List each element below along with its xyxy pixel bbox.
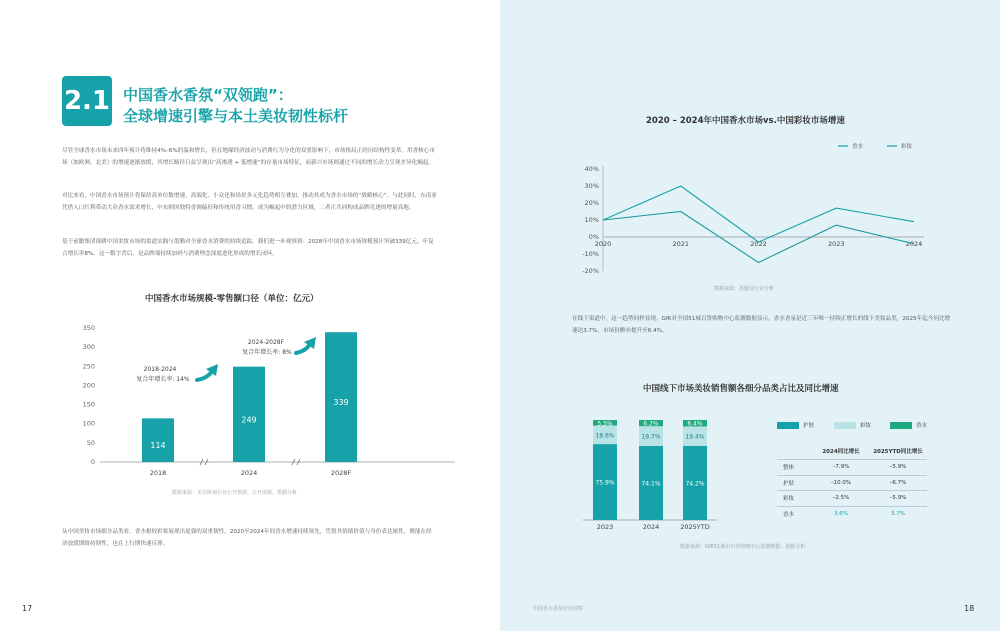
page-number-left: 17 [22, 604, 33, 613]
y-tick-label: 10% [584, 216, 599, 224]
bar-value-label: 249 [241, 415, 257, 425]
y-tick-label: 0 [90, 458, 95, 466]
legend-label-makeup: 彩妆 [901, 144, 913, 150]
table-header-cell: 2025YTD同比增长 [873, 449, 923, 455]
table-cell: 护肤 [783, 480, 795, 487]
table-cell: –10.0% [830, 479, 852, 486]
x-tick-label: 2021 [672, 240, 690, 248]
x-tick-label: 2028F [330, 469, 352, 477]
right-paragraph: 在线下渠道中，这一趋势同样显现。GfK对全国51城百货购物中心监测数据显示，香水香氛是近三年唯一持续正增长的线下美妆品类，2025年迄今同比增速达3.7%，市场份额亦提升至6.4%。 [572, 316, 951, 334]
cagr-annotation-1-rate: 复合年增长率: 14% [136, 376, 190, 383]
y-tick-label: 100 [82, 419, 95, 428]
bar [142, 418, 174, 462]
section-title-line1: 中国香水香氛“双领跑”： [123, 86, 293, 104]
table-row [777, 490, 927, 506]
section-title-line2: 全球增速引擎与本土美妆韧性标杆 [123, 107, 349, 125]
table-cell: 香水 [783, 511, 795, 518]
paragraph-1: 尽管全球香水市场未来四年预计将维持4%–6%的温和增长，但在地缘经济波动与消费行为分化的双重影响下，市场格局正经历结构性变革。用香核心市场（如欧洲、北美）的增速逐渐放缓，其增长路径日益呈现出“高渗透 + 低增速”的存量市场特征，而新兴市场则通过不同的增长动力呈现差异化崛起。 [62, 148, 435, 166]
segment-label: 19.4% [685, 433, 705, 441]
bar [325, 332, 357, 462]
y-tick-label: 200 [82, 381, 95, 390]
x-tick-label: 2022 [750, 240, 767, 248]
paragraph-3: 基于前瞻集团深耕中国美妆市场的渠道实践与墨勤对全球香水消费的持续追踪，我们进一步观察到：2028年中国香水市场规模预计突破339亿元，年复合增长率8%。这一数字背后，是品牌端持续加码与消费理念深度进化形成的增长闭环。 [62, 239, 434, 257]
legend-swatch-fragrance [890, 422, 912, 429]
y-tick-label: -10% [582, 250, 599, 258]
table-cell: –5.9% [889, 464, 907, 471]
bar-chart-source: 数据来源：美尔斯询行业公开数据、公开资源、墨勤分析 [172, 490, 298, 496]
x-tick-label: 2023 [827, 240, 845, 248]
segment-label: 75.9% [595, 479, 615, 487]
category-share-stacked-chart [575, 410, 735, 535]
line-chart-source: 数据来源：墨勤及行业分析 [714, 286, 775, 292]
growth-line-chart [560, 138, 960, 283]
paragraph-4: 从中国美妆市场细分品类看，香水相较彩妆展现出更强的双重韧性。2020至2024年间香水增速持续领先，凭借其情绪价值与身份表达属性，既能在经济放缓期维持韧性，也在上行期快速反弹。 [62, 529, 432, 547]
y-tick-label: 250 [82, 362, 95, 371]
legend-makeup [834, 421, 871, 429]
legend-skincare [777, 421, 814, 429]
stack-chart-source: 数据来源：GfK51城市百货购物中心监测数据；墨勤分析 [680, 544, 806, 550]
x-tick-label: 2020 [594, 240, 612, 248]
table-cell: –7.9% [832, 464, 850, 471]
cagr-annotation-2: 2024-2028F [247, 339, 285, 346]
growth-table [777, 443, 927, 521]
table-row [777, 506, 927, 522]
line-chart-title: 2020 – 2024年中国香水市场vs.中国彩妆市场增速 [646, 116, 845, 126]
table-header [777, 443, 927, 459]
y-tick-label: 40% [584, 165, 599, 173]
legend-swatch-makeup [834, 422, 856, 429]
paragraph-2: 对比来看，中国香水市场预计将保持高单位数增速，高端化、小众化和场景多元化趋势相互叠加，推动其成为香水市场的“战略核心”。与此同时，东南亚凭借人口红利带动大众香水需求增长，中东则因独特香调偏好和传统用香习惯，成为崛起中的潜力区域，二者正共同构成品牌竞逐的增量高地。 [62, 193, 437, 211]
y-tick-label: -20% [582, 267, 599, 275]
segment-label: 18.6% [595, 432, 615, 440]
legend-label-fragrance: 香水 [852, 144, 864, 150]
segment-label: 5.5% [597, 420, 613, 428]
stack-chart-title: 中国线下市场美妆销售额各细分品类占比及同比增速 [643, 384, 839, 394]
segment-label: 6.2% [643, 420, 659, 428]
table-cell-highlight: 3.7% [891, 510, 905, 517]
y-tick-label: 0% [588, 233, 599, 241]
table-row [777, 475, 927, 491]
y-tick-label: 50 [86, 438, 95, 447]
x-tick-label: 2018 [149, 469, 167, 477]
footer-text: 中国香水香氛行业洞察 [533, 606, 584, 612]
legend-label-skincare: 护肤 [803, 423, 815, 429]
section-number-badge: 2.1 [62, 76, 112, 126]
bar-value-label: 339 [333, 398, 349, 408]
table-row [777, 459, 927, 475]
cagr-annotation-1: 2018-2024 [143, 366, 177, 373]
series-line-fragrance [603, 186, 914, 242]
segment-label: 74.1% [641, 480, 661, 488]
x-tick-label: 2024 [642, 523, 660, 531]
cagr-annotation-2-rate: 复合年增长率: 8% [242, 349, 292, 356]
table-cell: 彩妆 [783, 496, 795, 503]
x-tick-label: 2023 [596, 523, 614, 531]
segment-label: 6.4% [687, 420, 703, 428]
legend-swatch-skincare [777, 422, 799, 429]
table-cell: 整体 [783, 465, 795, 472]
x-tick-label: 2024 [240, 469, 258, 477]
x-tick-label: 2024 [905, 240, 923, 248]
page-number-right: 18 [964, 604, 975, 613]
table-cell-highlight: 3.6% [834, 510, 848, 517]
growth-arrow-icon [197, 371, 212, 380]
bar-chart-title: 中国香水市场规模-零售额口径（单位：亿元） [145, 294, 319, 304]
table-header-cell: 2024同比增长 [822, 449, 860, 455]
market-size-bar-chart [60, 318, 460, 488]
y-tick-label: 350 [82, 324, 95, 332]
bar [233, 367, 265, 462]
segment-label: 74.2% [685, 480, 705, 488]
table-cell: –5.9% [889, 495, 907, 502]
bar-value-label: 114 [150, 441, 166, 451]
y-tick-label: 20% [584, 199, 599, 207]
table-cell: –2.5% [832, 495, 850, 502]
legend-fragrance [890, 421, 927, 429]
y-tick-label: 300 [82, 343, 95, 352]
legend-label-makeup: 彩妆 [860, 423, 872, 429]
table-cell: –6.7% [889, 479, 907, 486]
legend-label-fragrance: 香水 [916, 423, 928, 429]
growth-arrow-icon [296, 344, 310, 353]
x-tick-label: 2025YTD [680, 523, 710, 531]
y-tick-label: 150 [82, 400, 95, 409]
segment-label: 19.7% [641, 433, 661, 441]
y-tick-label: 30% [584, 182, 599, 190]
